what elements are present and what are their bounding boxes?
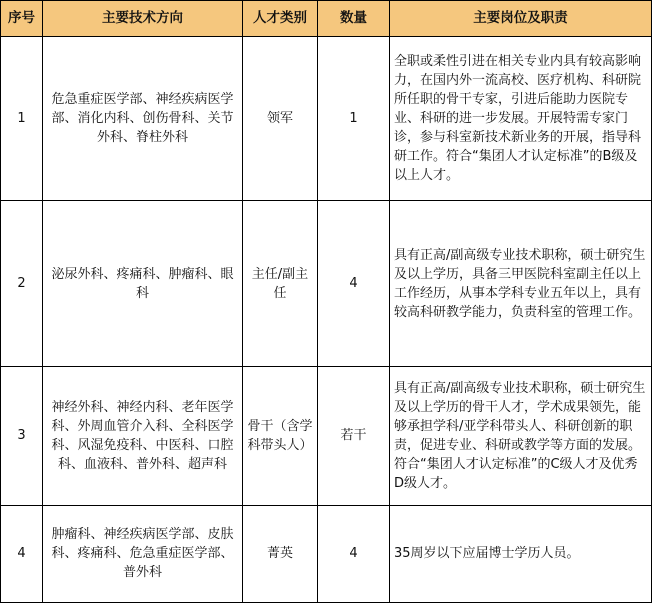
row-index: 4 xyxy=(1,505,43,602)
row-talent-type: 主任/副主任 xyxy=(243,201,318,367)
row-quantity: 1 xyxy=(318,37,390,201)
row-duties: 具有正高/副高级专业技术职称，硕士研究生及以上学历的骨干人才，学术成果领先，能够承担学科/亚学科带头人、科研创新的职责，促进专业、科研或教学等方面的发展。符合“集团人才认定标准”的C级人才及优秀D级人才。 xyxy=(390,367,652,505)
table-row xyxy=(1,505,652,602)
header-duties: 主要岗位及职责 xyxy=(390,1,652,37)
row-index: 2 xyxy=(1,201,43,367)
row-direction: 神经外科、神经内科、老年医学科、外周血管介入科、全科医学科、风湿免疫科、中医科、口腔科、血液科、普外科、超声科 xyxy=(43,367,243,505)
header-quantity: 数量 xyxy=(318,1,390,37)
row-duties: 35周岁以下应届博士学历人员。 xyxy=(390,505,652,602)
row-talent-type: 领军 xyxy=(243,37,318,201)
row-quantity: 若干 xyxy=(318,367,390,505)
row-direction: 泌尿外科、疼痛科、肿瘤科、眼科 xyxy=(43,201,243,367)
row-duties: 全职或柔性引进在相关专业内具有较高影响力，在国内外一流高校、医疗机构、科研院所任职的骨干专家，引进后能助力医院专业、科研的进一步发展。开展特需专家门诊，参与科室新技术新业务的开展，指导科研工作。符合“集团人才认定标准”的B级及以上人才。 xyxy=(390,37,652,201)
row-talent-type: 骨干（含学科带头人） xyxy=(243,367,318,505)
row-talent-type: 菁英 xyxy=(243,505,318,602)
table-row xyxy=(1,367,652,505)
row-direction: 肿瘤科、神经疾病医学部、皮肤科、疼痛科、危急重症医学部、普外科 xyxy=(43,505,243,602)
header-direction: 主要技术方向 xyxy=(43,1,243,37)
row-quantity: 4 xyxy=(318,505,390,602)
header-row xyxy=(1,1,652,37)
row-index: 3 xyxy=(1,367,43,505)
row-index: 1 xyxy=(1,37,43,201)
table-row xyxy=(1,37,652,201)
table-row xyxy=(1,201,652,367)
header-index: 序号 xyxy=(1,1,43,37)
row-quantity: 4 xyxy=(318,201,390,367)
header-talent-type: 人才类别 xyxy=(243,1,318,37)
row-duties: 具有正高/副高级专业技术职称，硕士研究生及以上学历，具备三甲医院科室副主任以上工作经历，从事本学科专业五年以上，具有较高科研教学能力，负责科室的管理工作。 xyxy=(390,201,652,367)
row-direction: 危急重症医学部、神经疾病医学部、消化内科、创伤骨科、关节外科、脊柱外科 xyxy=(43,37,243,201)
